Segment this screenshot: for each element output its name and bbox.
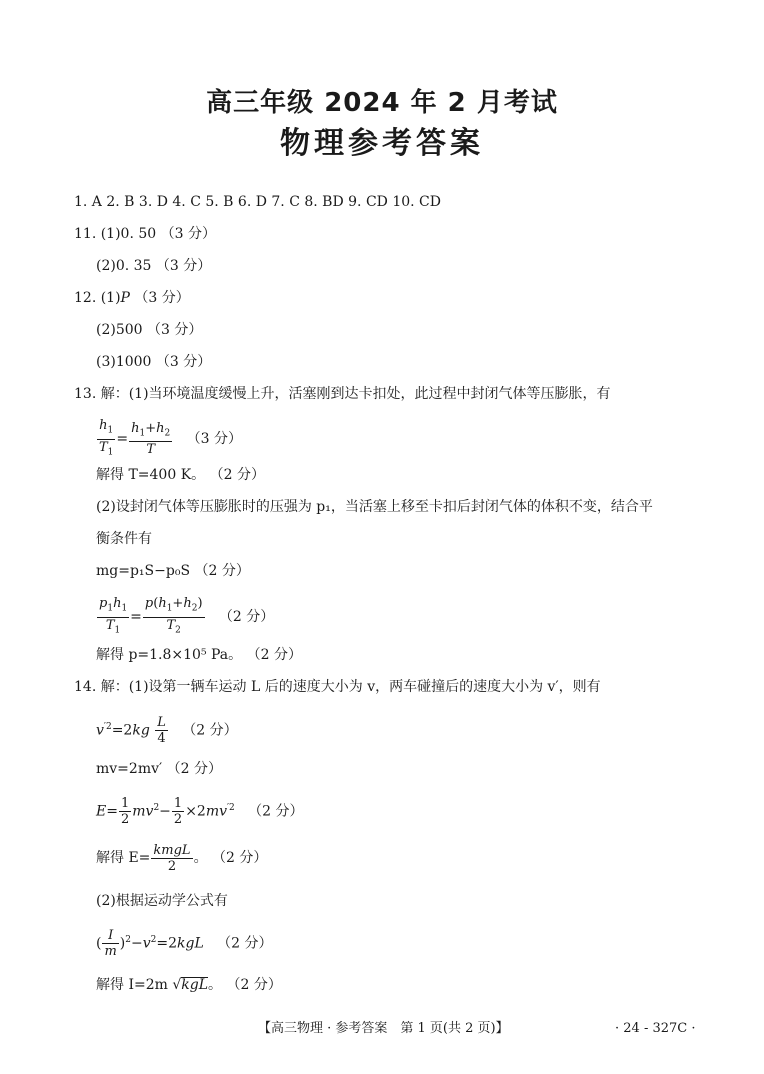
formula-fraction: $\frac{1}{2}$	[120, 796, 130, 828]
q14-result-2-prefix: 解得 I=2m	[96, 977, 168, 993]
q12-answer-2: (2)500 （3 分）	[96, 322, 203, 338]
q13-intro: 13. 解：(1)当环境温度缓慢上升，活塞刚到达卡扣处，此过程中封闭气体等压膨胀，有	[74, 386, 611, 402]
q11-answer-2: (2)0. 35 （3 分）	[96, 258, 212, 274]
formula-fraction: $\frac{h_1+h_2}{T}$	[131, 420, 171, 458]
q14-result-2-score: 。 （2 分）	[208, 977, 282, 993]
q13-part2-line2: 衡条件有	[96, 531, 152, 547]
footer-page-info: 【高三物理 · 参考答案 第 1 页(共 2 页)】	[258, 1021, 509, 1036]
q14-equation-1-score: （2 分）	[182, 722, 238, 739]
q13-equation-3: $\frac{p_1h_1}{T_1}$ = $\frac{p(h_1+h_2)}{T_2}$ （2 分）	[96, 596, 274, 638]
q12-answer-1-prefix: 12. (1)	[74, 290, 121, 306]
formula-fraction: $\frac{I}{m}$	[104, 928, 117, 960]
q14-equation-2: mv=2mv′ （2 分）	[96, 761, 222, 777]
q14-equation-4: ( $\frac{I}{m}$ )$^2-v^2=2kgL$ （2 分）	[96, 928, 273, 960]
page-title: 高三年级 2024 年 2 月考试	[206, 88, 558, 118]
q13-equation-2: mg=p₁S−p₀S （2 分）	[96, 563, 250, 579]
q14-part2: (2)根据运动学公式有	[96, 893, 228, 909]
formula-fraction: $\frac{h_1}{T_1}$	[99, 418, 114, 458]
q13-part2-line1: (2)设封闭气体等压膨胀时的压强为 p₁，当活塞上移至卡扣后封闭气体的体积不变，结合平	[96, 499, 653, 515]
q14-equation-1: $v^{'2}=2kg$ $\frac{L}{4}$ （2 分）	[96, 715, 238, 747]
q13-equation-1: $\frac{h_1}{T_1}$ = $\frac{h_1+h_2}{T}$ （3 分）	[96, 418, 242, 460]
q14-result-2: 解得 I=2m √kgL。 （2 分）	[96, 977, 282, 993]
q13-result-1: 解得 T=400 K。 （2 分）	[96, 467, 265, 483]
q13-result-2: 解得 p=1.8×10⁵ Pa。 （2 分）	[96, 647, 302, 663]
page-subtitle: 物理参考答案	[280, 126, 484, 161]
q14-equation-3-score: （2 分）	[248, 803, 304, 820]
q14-equation-4-score: （2 分）	[217, 935, 273, 952]
q13-equation-1-score: （3 分）	[186, 431, 242, 448]
q11-answer-1: 11. (1)0. 50 （3 分）	[74, 226, 216, 242]
sqrt-symbol: kgL	[181, 977, 209, 993]
q12-answer-3: (3)1000 （3 分）	[96, 354, 212, 370]
formula-fraction: $\frac{1}{2}$	[173, 796, 183, 828]
q12-answer-1-score: （3 分）	[129, 290, 190, 306]
q14-intro: 14. 解：(1)设第一辆车运动 L 后的速度大小为 v，两车碰撞后的速度大小为 v′，则有	[74, 679, 601, 695]
q14-result-1-prefix: 解得 E=	[96, 850, 151, 866]
q12-answer-1-var: P	[120, 290, 130, 306]
q14-equation-3: E= $\frac{1}{2}$ $mv^2-$ $\frac{1}{2}$ $\times 2mv^{'2}$ （2 分）	[96, 796, 304, 828]
formula-fraction: $\frac{p(h_1+h_2)}{T_2}$	[144, 596, 203, 636]
q12-answer-1	[74, 289, 190, 307]
q13-equation-3-score: （2 分）	[218, 609, 275, 626]
formula-fraction: $\frac{p_1h_1}{T_1}$	[99, 596, 128, 636]
choice-answers: 1. A 2. B 3. D 4. C 5. B 6. D 7. C 8. BD 9. CD 10. CD	[74, 194, 441, 210]
formula-fraction: $\frac{L}{4}$	[157, 715, 166, 747]
footer-code: · 24 - 327C ·	[615, 1021, 696, 1036]
q14-result-1	[96, 842, 267, 874]
formula-fraction: $\frac{\text{kmgL}}{2}$	[153, 842, 191, 874]
q14-result-1-score: 。 （2 分）	[193, 850, 268, 866]
